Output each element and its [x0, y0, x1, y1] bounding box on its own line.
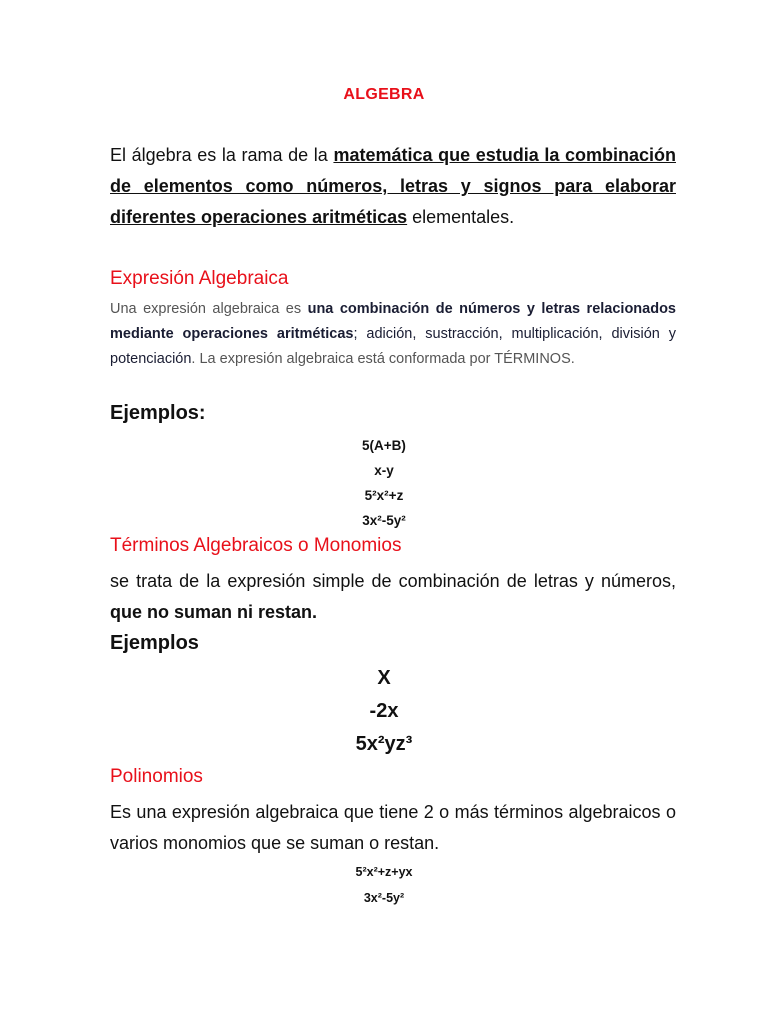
- example-item: 3x²-5y²: [362, 513, 406, 528]
- examples-list-monomios: [0, 662, 768, 761]
- examples-heading: Ejemplos:: [110, 402, 206, 424]
- example-item: X: [377, 667, 391, 689]
- intro-paragraph: [110, 140, 676, 233]
- section-paragraph-expresion: [110, 297, 676, 372]
- section-paragraph-terminos: [110, 566, 676, 628]
- paragraph-bold-text: que no suman ni restan.: [110, 602, 318, 622]
- example-item: 3x²-5y²: [363, 891, 405, 905]
- examples-list-expresion: [0, 433, 768, 533]
- section-paragraph-polinomios: Es una expresión algebraica que tiene 2 o más términos algebraicos o varios monomios que se suman o restan.: [110, 802, 676, 853]
- paragraph-text: se trata de la expresión simple de combinación de letras y números,: [110, 571, 676, 591]
- paragraph-bold-text: una combinación de números y letras relacionados mediante operaciones aritméticas: [110, 301, 676, 342]
- section-title-expresion: Expresión Algebraica: [110, 268, 289, 289]
- examples-list-polinomios: [0, 859, 768, 911]
- example-item: 5²x²+z: [364, 488, 404, 503]
- paragraph-text: . La expresión algebraica está conformada por TÉRMINOS.: [191, 351, 575, 367]
- intro-tail: elementales.: [407, 207, 515, 227]
- example-item: -2x: [369, 700, 399, 722]
- example-item: 5(A+B): [362, 438, 406, 453]
- page-title: ALGEBRA: [343, 86, 425, 103]
- paragraph-text: ; adición, sustracción, multiplicación, división y potenciación: [110, 326, 676, 367]
- section-title-polinomios: Polinomios: [110, 766, 203, 787]
- intro-highlight: matemática que estudia la combinación de elementos como números, letras y signos para elaborar diferentes operaciones aritméticas: [110, 145, 676, 227]
- paragraph-text: Una expresión algebraica es: [110, 301, 308, 317]
- intro-lead: El álgebra es la rama de la: [110, 145, 334, 165]
- example-item: 5²x²+z+yx: [355, 865, 413, 879]
- section-title-terminos: Términos Algebraicos o Monomios: [110, 535, 402, 556]
- example-item: 5x²yz³: [355, 733, 413, 755]
- example-item: x-y: [374, 463, 394, 478]
- examples-heading: Ejemplos: [110, 632, 199, 654]
